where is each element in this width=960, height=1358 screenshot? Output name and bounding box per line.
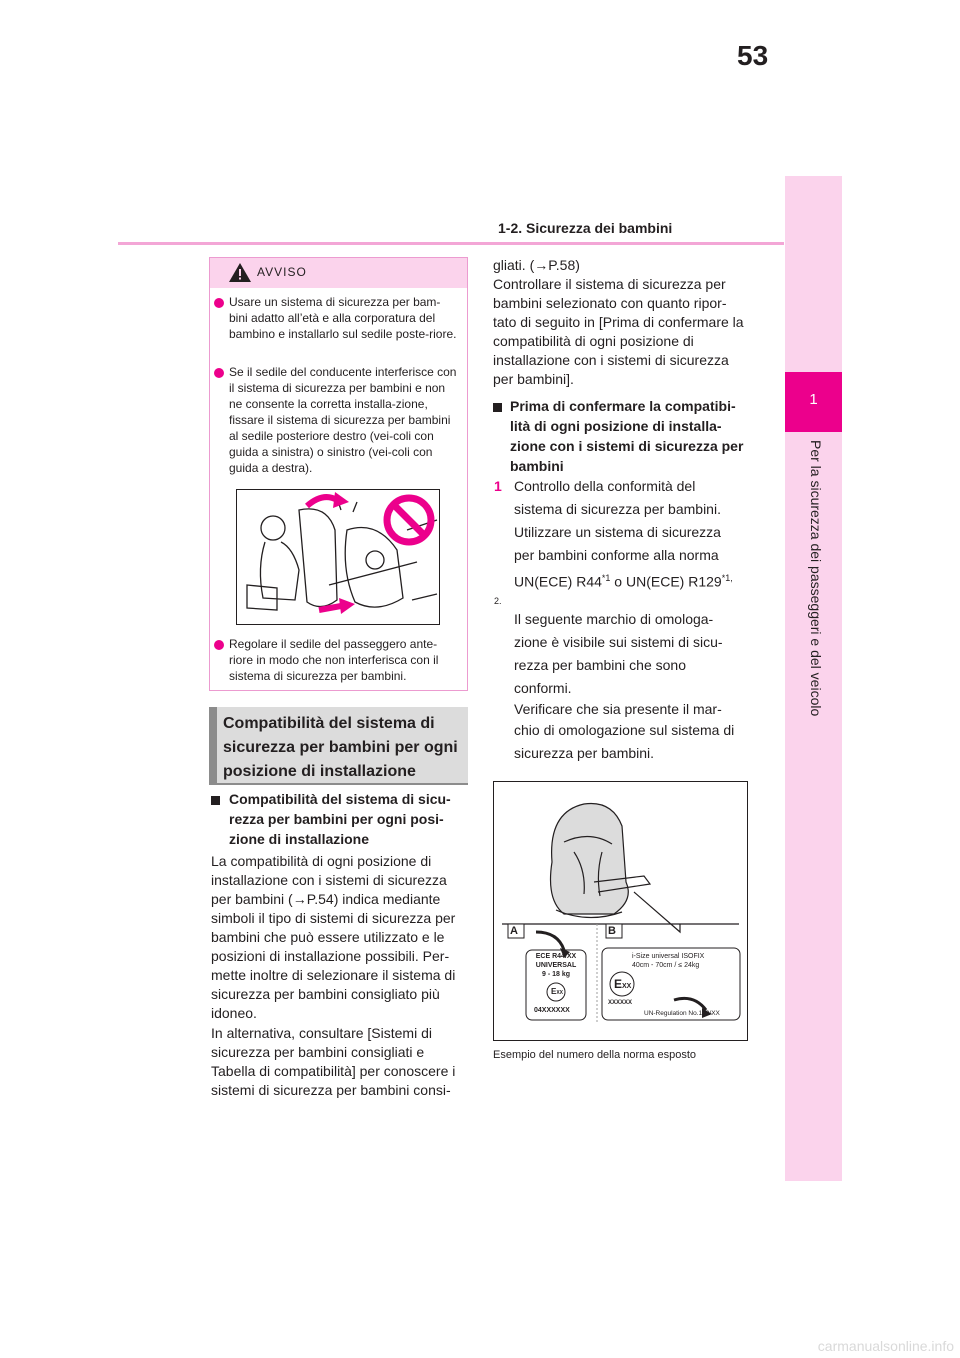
page-number: 53 bbox=[737, 40, 769, 71]
warning-triangle-icon bbox=[228, 262, 252, 288]
mark-a-e bbox=[551, 987, 563, 996]
step-line: Il seguente marchio di omologa- bbox=[514, 610, 714, 627]
e-number: XX bbox=[556, 990, 564, 996]
footnote-ref-2: 2 bbox=[494, 595, 500, 606]
body-paragraph-2: In alternativa, consultare [Sistemi di sicurezza per bambini consigliati e Tabella di compatibilità] per conoscere i sistemi di sicurezza per bambini consi- bbox=[211, 1025, 456, 1098]
norm-r129: o UN(ECE) R129 bbox=[610, 573, 722, 590]
step-text-1 bbox=[494, 475, 749, 765]
approval-mark-figure bbox=[493, 781, 748, 1041]
label-a: A bbox=[510, 925, 518, 937]
step-line: per bambini conforme alla norma bbox=[514, 547, 719, 563]
footnote-cont: 2. bbox=[494, 595, 502, 606]
warning-item-1: Usare un sistema di sicurezza per bam-bini adatto all’età e alla corporatura del bambino e installarlo sul sedile poste-riore. bbox=[229, 295, 457, 341]
square-bullet-icon bbox=[211, 796, 220, 805]
label-b: B bbox=[608, 925, 616, 937]
step-line: Verificare che sia presente il mar- bbox=[514, 700, 722, 717]
bullet-icon bbox=[214, 368, 224, 378]
norm-line bbox=[514, 567, 749, 594]
watermark: carmanualsonline.info bbox=[817, 1338, 954, 1354]
continued-text: gliati. (→P.58) bbox=[493, 257, 580, 273]
norm-r44: UN(ECE) R44 bbox=[514, 573, 602, 590]
mark-b-line: i-Size universal ISOFIX bbox=[632, 953, 705, 960]
chapter-number-tab: 1 bbox=[785, 372, 842, 432]
mark-a-line: 9 - 18 kg bbox=[541, 971, 570, 978]
section-heading-rule bbox=[209, 783, 468, 785]
bullet-icon bbox=[214, 640, 224, 650]
body-paragraph-3: Controllare il sistema di sicurezza per bambini selezionato con quanto ripor-tato di seguito in [Prima di confermare la compatibilità di ogni posizione di installazione con i sistemi di sicurezza per bambini]. bbox=[493, 276, 744, 387]
mark-a-code: 04XXXXXX bbox=[534, 1007, 570, 1014]
step-line: zione è visibile sui sistemi di sicu- bbox=[514, 633, 723, 650]
step-line: Controllo della conformità del bbox=[514, 478, 696, 494]
e-letter: E bbox=[614, 977, 623, 991]
section-heading: Compatibilità del sistema di sicurezza per bambini per ogni posizione di installazione bbox=[223, 715, 458, 780]
e-letter: E bbox=[551, 987, 557, 996]
warning-item-3: Regolare il sedile del passeggero ante-riore in modo che non interferisca con il sistema di sicurezza per bambini. bbox=[229, 637, 439, 683]
step-line: chio di omologazione sul sistema di bbox=[514, 721, 735, 738]
chapter-title-vertical: Per la sicurezza dei passeggeri e del veicolo bbox=[808, 440, 824, 717]
figure-caption: Esempio del numero della norma esposto bbox=[493, 1049, 697, 1061]
mark-b-e bbox=[614, 977, 631, 991]
step-line: sicurezza per bambini. bbox=[514, 744, 655, 761]
mark-b-regulation: UN-Regulation No.129/XX bbox=[644, 1010, 720, 1017]
warning-title: AVVISO bbox=[257, 265, 307, 279]
footnote-ref: *1, bbox=[721, 573, 733, 583]
subheading-before-confirm: Prima di confermare la compatibi-lità di ogni posizione di installa-zione con i sistemi di sicurezza per bambini bbox=[510, 398, 744, 474]
body-paragraph-1: La compatibilità di ogni posizione di installazione con i sistemi di sicurezza per bambini (→P.54) indica mediante simboli il tipo di sistemi di sicurezza per bambini che può essere utilizzato e le posizioni di installazione possibili. Per-mette inoltre di selezionare il sistema di sicurezza per bambini consigliato più idoneo. bbox=[211, 853, 456, 1021]
mark-b-code: XXXXXX bbox=[608, 1000, 633, 1006]
step-line: conformi. bbox=[514, 679, 572, 696]
header-rule bbox=[118, 242, 784, 245]
step-number: 1 bbox=[494, 478, 502, 494]
step-line: rezza per bambini che sono bbox=[514, 656, 686, 673]
mark-b-text bbox=[632, 952, 732, 970]
mark-a-text bbox=[528, 952, 584, 979]
step-line: sistema di sicurezza per bambini. bbox=[514, 501, 721, 517]
mark-b-line: 40cm - 70cm / ≤ 24kg bbox=[632, 962, 700, 969]
step-line: Utilizzare un sistema di sicurezza bbox=[514, 524, 721, 540]
bullet-icon bbox=[214, 298, 224, 308]
warning-item-2: Se il sedile del conducente interferisce con il sistema di sicurezza per bambini e non ne consente la corretta installa-zione, fissare il sistema di sicurezza per bambini al sedile posteriore destro (vei-coli con guida a sinistra) o sinistro (vei-coli con guida a destra). bbox=[229, 365, 457, 475]
section-title: 1-2. Sicurezza dei bambini bbox=[498, 220, 673, 236]
square-bullet-icon bbox=[493, 403, 502, 412]
subheading-compatibility: Compatibilità del sistema di sicu-rezza per bambini per ogni posi-zione di installazione bbox=[229, 791, 451, 847]
e-number: XX bbox=[622, 983, 632, 990]
seat-interference-illustration bbox=[236, 489, 440, 625]
section-heading-accent bbox=[209, 707, 217, 783]
mark-a-line: ECE R44/XX bbox=[535, 953, 577, 960]
mark-a-line: UNIVERSAL bbox=[535, 962, 577, 969]
footnote-ref: *1 bbox=[601, 573, 611, 583]
